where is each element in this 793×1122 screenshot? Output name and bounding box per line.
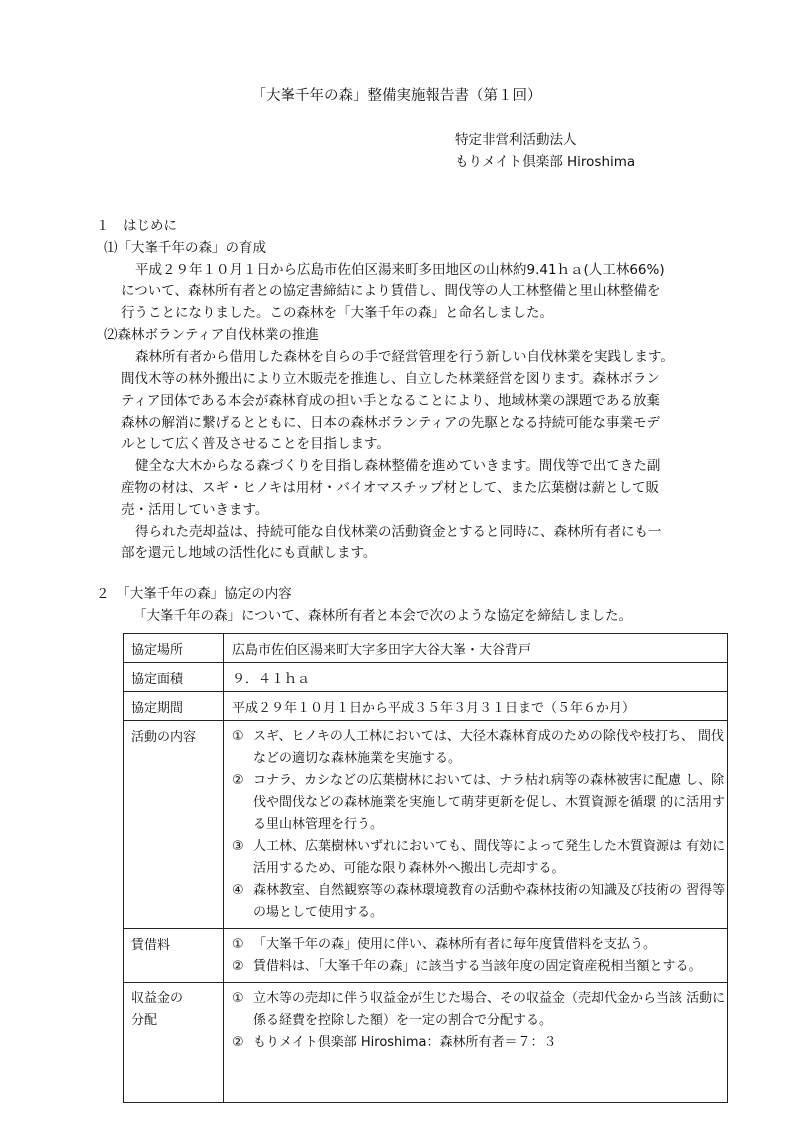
body-line: 間伐木等の林外搬出により立木販売を推進し、自立した林業経営を図ります。森林ボラン	[121, 371, 660, 387]
row-value: 平成２９年１０月１日から平成３５年３月３１日まで（５年６か月）	[224, 692, 728, 721]
row-label: 活動の内容	[124, 721, 224, 929]
body-line: について、森林所有者との協定書締結により賃借し、間伐等の人工林整備と里山林整備を	[121, 283, 661, 299]
item-text: 賃借料は､「大峯千年の森」に該当する当該年度の固定資産税相当額とする。	[253, 959, 702, 974]
item-number: ①	[232, 729, 244, 744]
list-item	[232, 1032, 727, 1054]
row-label: 協定面積	[124, 663, 224, 692]
item-text: スギ、ヒノキの人工林においては、大径木森林育成のための除伐や枝打ち、 間伐などの適切な森林施業を実施する。	[253, 729, 724, 766]
row-value	[224, 721, 728, 929]
row-value: ９．４１ｈａ	[224, 663, 728, 692]
table-row	[124, 692, 728, 721]
item-number: ②	[232, 773, 244, 788]
row-value	[224, 983, 728, 1103]
item-number: ②	[232, 1035, 244, 1050]
body-line: ティア団体である本会が森林育成の担い手となることにより、地域林業の課題である放棄	[121, 393, 660, 409]
section-2-intro: 「大峯千年の森」について、森林所有者と本会で次のような協定を締結しました。	[133, 608, 632, 624]
table-row	[124, 721, 728, 929]
body-line: 産物の材は、スギ・ヒノキは用材・バイオマスチップ材として、また広葉樹は薪として販	[121, 480, 659, 496]
section-1-heading: １ はじめに	[96, 218, 177, 234]
item-text: 「大峯千年の森」使用に伴い、森林所有者に毎年度賃借料を支払う。	[253, 937, 657, 952]
list-item	[232, 726, 727, 770]
body-line: 森林所有者から借用した森林を自らの手で経営管理を行う新しい自伐林業を実践します。	[135, 349, 674, 365]
table-row	[124, 929, 728, 983]
body-line: 売・活用していきます。	[121, 502, 269, 518]
item-number: ①	[232, 991, 244, 1006]
row-label: 協定期間	[124, 692, 224, 721]
org-type: 特定非営利活動法人	[455, 132, 577, 148]
row-value: 広島市佐伯区湯来町大字多田字大谷大峯・大谷背戸	[224, 634, 728, 663]
body-line: 平成２９年１０月１日から広島市佐伯区湯来町多田地区の山林約9.41ｈａ(人工林66%)	[135, 262, 665, 278]
body-line: 健全な大木からなる森づくりを目指し森林整備を進めていきます。間伐等で出てきた副	[135, 458, 661, 474]
body-line: 行うことになりました。この森林を「大峯千年の森」と命名しました。	[121, 305, 553, 321]
row-label: 協定場所	[124, 634, 224, 663]
item-number: ④	[232, 883, 244, 898]
body-line: 部を還元し地域の活性化にも貢献します。	[121, 545, 377, 561]
item-number: ③	[232, 839, 244, 854]
table-row	[124, 983, 728, 1103]
row-label: 収益金の 分配	[124, 983, 224, 1103]
row-label: 賃借料	[124, 929, 224, 983]
body-line: ルとして広く普及させることを目指します。	[121, 436, 390, 452]
item-text: コナラ、カシなどの広葉樹林においては、ナラ枯れ病等の森林被害に配慮 し、除伐や間伐などの森林施業を実施して萌芽更新を促し、木質資源を循環 的に活用する里山林管理を行う。	[253, 773, 726, 832]
item-text: 立木等の売却に伴う収益金が生じた場合、その収益金（売却代金から当該 活動に係る経費を控除した額）を一定の割合で分配する。	[253, 991, 726, 1028]
list-item	[232, 836, 727, 880]
item-text: もりメイト倶楽部 Hiroshima：森林所有者＝７：３	[253, 1035, 557, 1050]
item-text: 森林教室、自然観察等の森林環境教育の活動や森林技術の知識及び技術の 習得等の場として使用する。	[253, 883, 726, 920]
item-text: 人工林、広葉樹林いずれにおいても、間伐等によって発生した木質資源は 有効に活用するため、可能な限り森林外へ搬出し売却する。	[253, 839, 726, 876]
table-row	[124, 663, 728, 692]
subsection-2-heading: ⑵森林ボランティア自伐林業の推進	[104, 327, 319, 343]
row-value	[224, 929, 728, 983]
agreement-table	[123, 633, 728, 1103]
body-line: 得られた売却益は、持続可能な自伐林業の活動資金とすると同時に、森林所有者にも一	[135, 524, 662, 540]
section-2-heading: ２ 「大峯千年の森」協定の内容	[96, 586, 292, 602]
list-item	[232, 988, 727, 1032]
list-item	[232, 770, 727, 836]
org-name: もりメイト倶楽部 Hiroshima	[455, 154, 636, 170]
list-item	[232, 956, 727, 978]
document-title: 「大峯千年の森」整備実施報告書（第１回）	[251, 88, 542, 104]
table-row	[124, 634, 728, 663]
list-item	[232, 934, 727, 956]
item-number: ②	[232, 959, 244, 974]
item-number: ①	[232, 937, 244, 952]
body-line: 森林の解消に繋げるとともに、日本の森林ボランティアの先駆となる持続可能な事業モデ	[121, 415, 660, 431]
subsection-1-heading: ⑴「大峯千年の森」の育成	[104, 240, 266, 256]
list-item	[232, 880, 727, 924]
